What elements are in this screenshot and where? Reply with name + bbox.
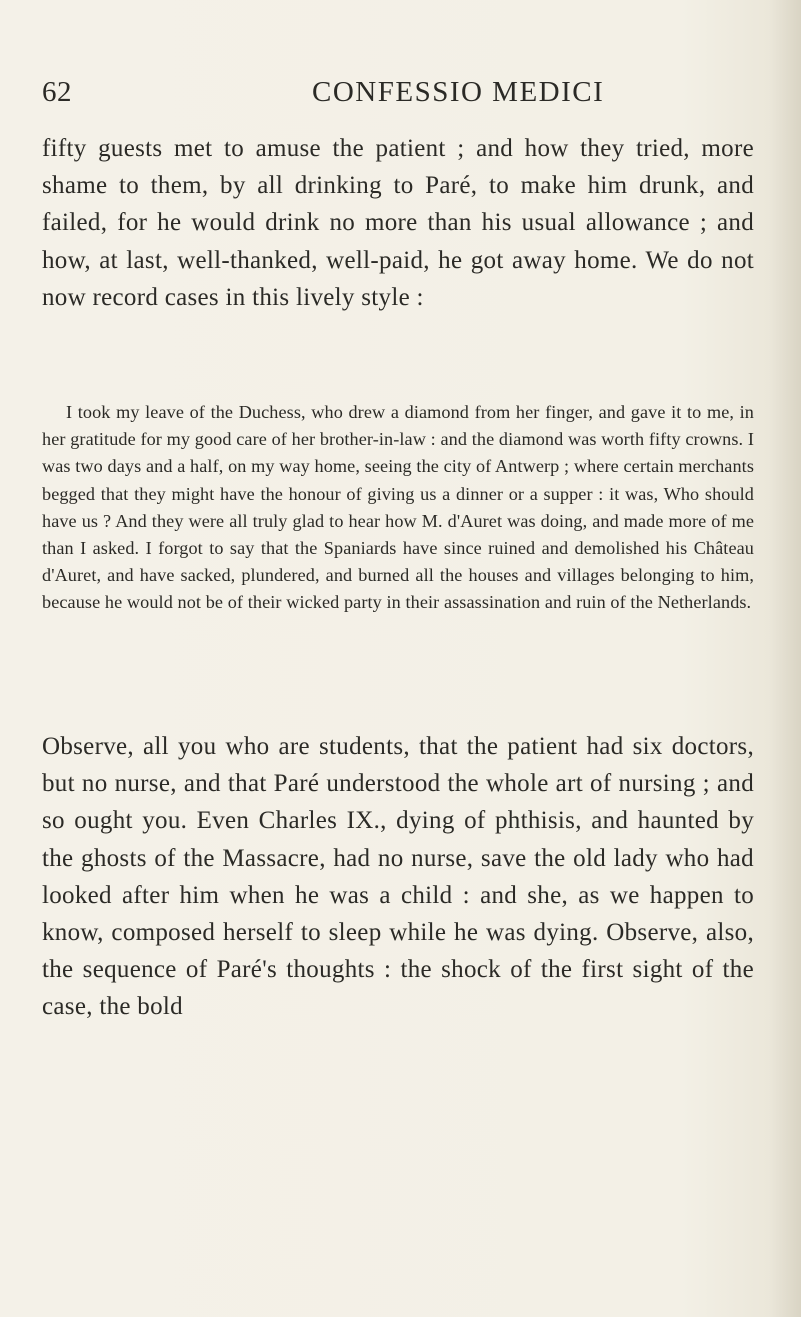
block-quote: I took my leave of the Duchess, who drew a diamond from her finger, and gave it to me, in her gratitude for my good care of her brother-in-law : and the diamond was worth fifty crowns. I was two days and a half, on my way home, seeing the city of Antwerp ; where certain merchants begged that they might have the honour of giving us a dinner or a supper : it was, Who should have us ? And they were all truly glad to hear how M. d'Auret was doing, and made more of me than I asked. I forgot to say that the Spaniards have since ruined and demolished his Château d'Auret, and have sacked, plundered, and burned all the houses and villages belonging to him, because he would not be of their wicked party in their assassination and ruin of the Netherlands. [42,402,754,613]
page-header [42,76,742,116]
page-number: 62 [42,76,72,108]
running-head: CONFESSIO MEDICI [312,76,605,108]
body-paragraph-1: fifty guests met to amuse the patient ; and how they tried, more shame to them, by all drinking to Paré, to make him drunk, and failed, for he would drink no more than his usual allowance ; and how, at last, well-thanked, well-paid, he got away home. We do not now record cases in this lively style : [42,135,754,311]
body-paragraph-2: Observe, all you who are students, that the patient had six doctors, but no nurse, and that Paré understood the whole art of nursing ; and so ought you. Even Charles IX., dying of phthisis, and haunted by the ghosts of the Massacre, had no nurse, save the old lady who had looked after him when he was a child : and she, as we happen to know, composed herself to sleep while he was dying. Observe, also, the sequence of Paré's thoughts : the shock of the first sight of the case, the bold [42,733,754,1021]
